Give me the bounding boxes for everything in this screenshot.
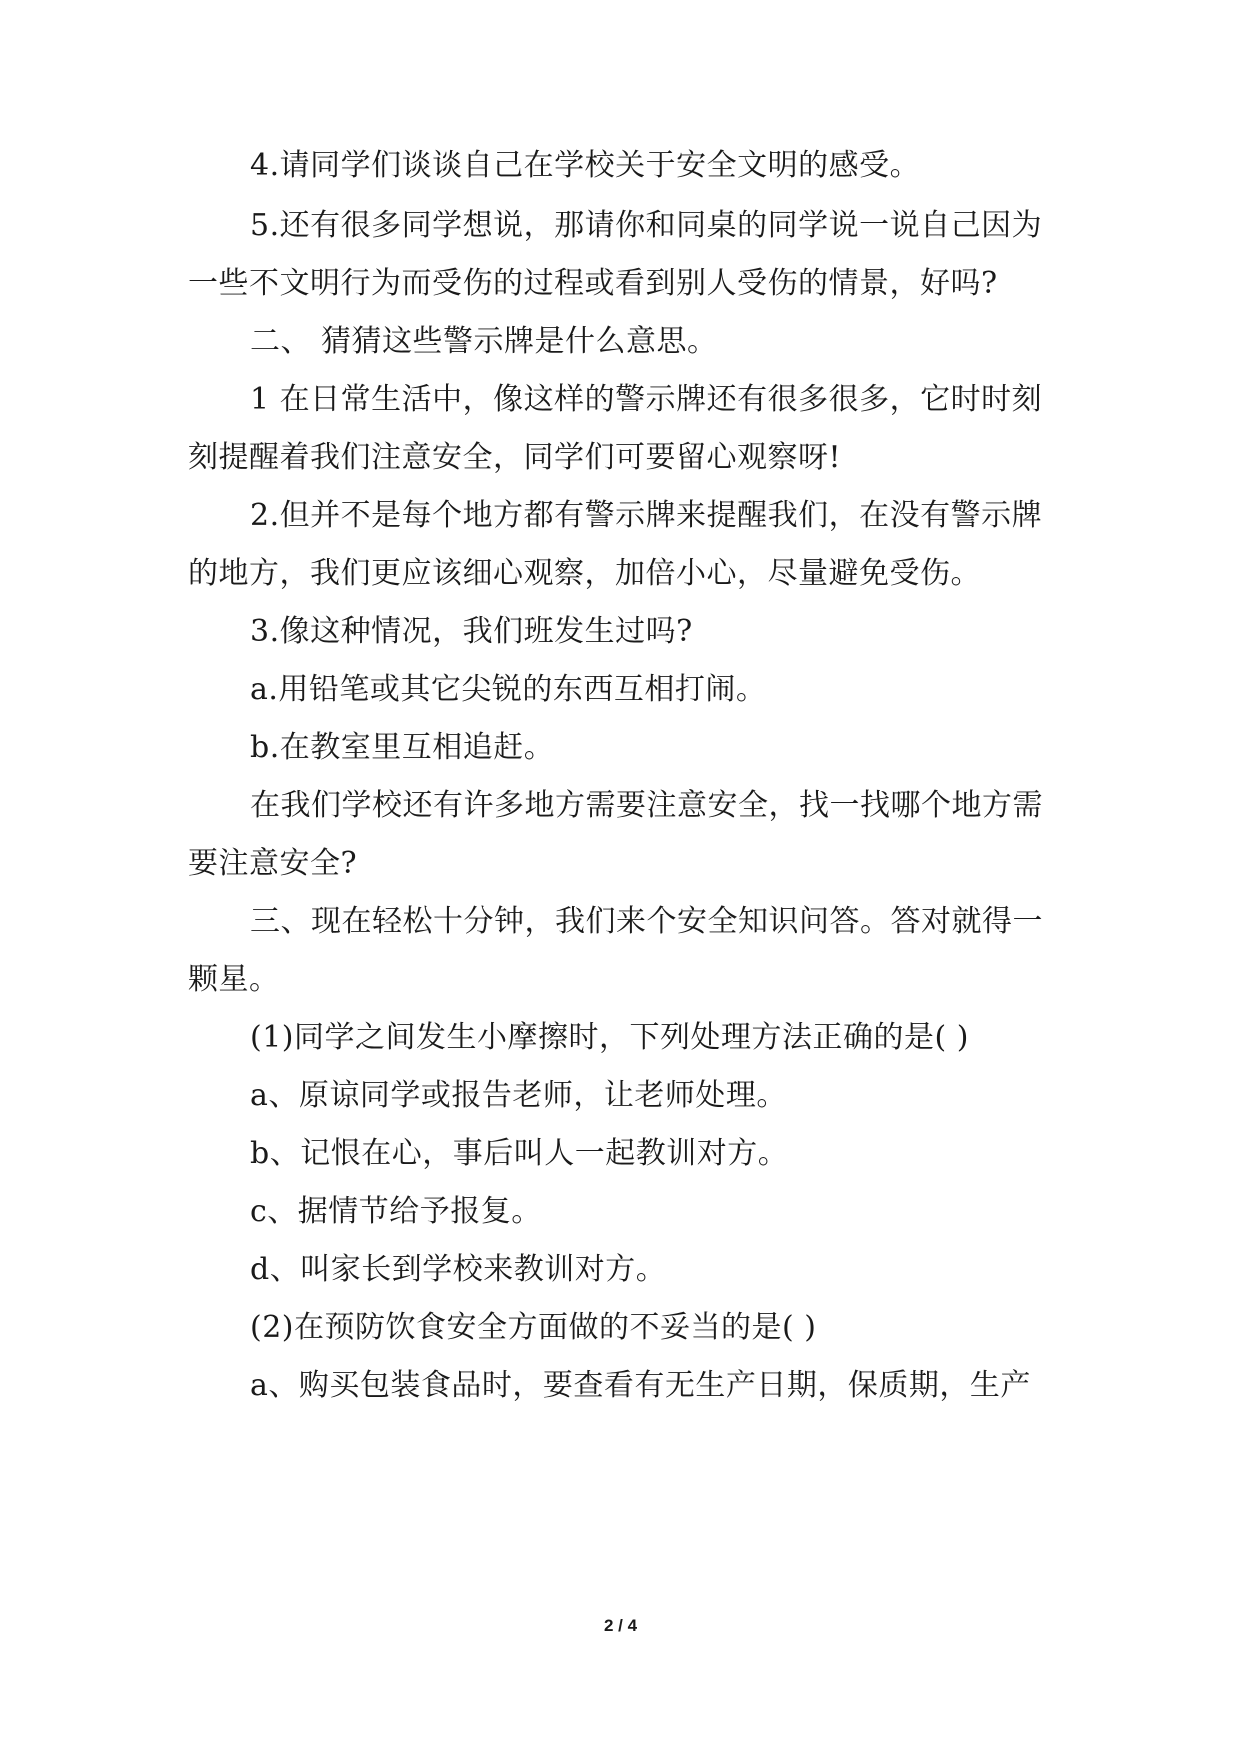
page-number: 2 / 4	[603, 1616, 638, 1635]
paragraph-line: 3.像这种情况，我们班发生过吗?	[250, 614, 693, 649]
paragraph-line: 2.但并不是每个地方都有警示牌来提醒我们，在没有警示牌	[250, 498, 1043, 533]
paragraph-line: 5.还有很多同学想说，那请你和同桌的同学说一说自己因为	[250, 208, 1043, 243]
paragraph-line: 在我们学校还有许多地方需要注意安全，找一找哪个地方需	[250, 788, 1043, 823]
paragraph-line: 4.请同学们谈谈自己在学校关于安全文明的感受。	[250, 148, 921, 183]
question: (1)同学之间发生小摩擦时，下列处理方法正确的是( )	[250, 1020, 969, 1055]
list-item: b.在教室里互相追赶。	[250, 730, 555, 765]
answer-option: a、购买包装食品时，要查看有无生产日期，保质期，生产	[250, 1368, 1031, 1403]
list-item: a.用铅笔或其它尖锐的东西互相打闹。	[250, 672, 767, 707]
answer-option: a、原谅同学或报告老师，让老师处理。	[250, 1078, 787, 1113]
answer-option: b、记恨在心，事后叫人一起教训对方。	[250, 1136, 789, 1171]
paragraph-line: 刻提醒着我们注意安全，同学们可要留心观察呀!	[188, 440, 842, 475]
paragraph-line: 颗星。	[188, 962, 280, 997]
paragraph-line: 一些不文明行为而受伤的过程或看到别人受伤的情景，好吗?	[188, 266, 998, 301]
answer-option: d、叫家长到学校来教训对方。	[250, 1252, 667, 1287]
question: (2)在预防饮食安全方面做的不妥当的是( )	[250, 1310, 817, 1345]
paragraph-line: 的地方，我们更应该细心观察，加倍小心，尽量避免受伤。	[188, 556, 981, 591]
paragraph-line: 要注意安全?	[188, 846, 358, 881]
section-heading: 二、 猜猜这些警示牌是什么意思。	[250, 324, 718, 359]
answer-option: c、据情节给予报复。	[250, 1194, 542, 1229]
section-heading: 三、现在轻松十分钟，我们来个安全知识问答。答对就得一	[250, 904, 1043, 939]
paragraph-line: 1 在日常生活中，像这样的警示牌还有很多很多，它时时刻	[250, 382, 1043, 417]
